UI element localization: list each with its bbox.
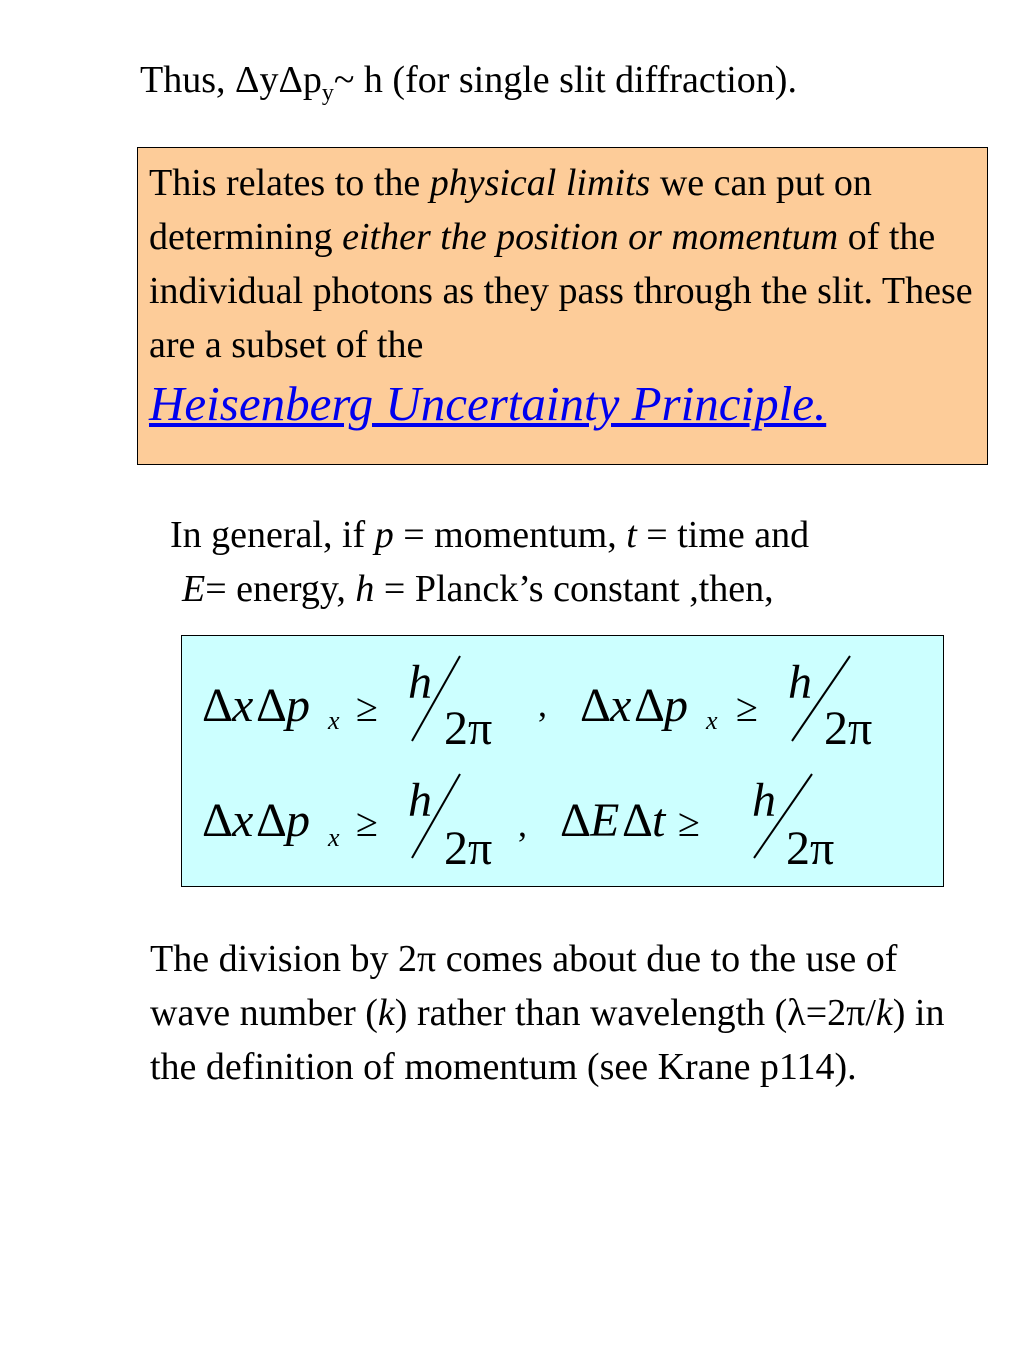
general-var-p: p: [374, 514, 394, 556]
general-part-7: = energy,: [205, 568, 356, 610]
eq-var-e: E: [590, 794, 620, 847]
eq-var-x: x: [610, 679, 632, 732]
explanation-part-3: ) rather than wavelength (λ=2π/: [394, 992, 876, 1034]
general-var-h: h: [355, 568, 375, 610]
intro-var-p: p: [302, 59, 322, 101]
eq-two-pi: 2π: [444, 822, 493, 875]
eq-delta: Δ: [202, 679, 233, 732]
eq-delta: Δ: [580, 679, 611, 732]
highlight-text: [149, 156, 984, 436]
general-part-1: In general, if: [170, 514, 375, 556]
intro-line: [140, 58, 797, 107]
equation-box: [181, 635, 944, 887]
uncertainty-equations: [182, 636, 945, 888]
highlight-box: [137, 147, 988, 465]
equation-row1-a: [202, 656, 547, 755]
eq-subscript-x: x: [328, 823, 340, 852]
eq-var-t: t: [652, 794, 666, 847]
eq-comma: ,: [518, 804, 527, 844]
explanation-part-1: The division by 2π comes about due to the use of wave number (: [150, 938, 898, 1034]
eq-geq: ≥: [356, 685, 378, 730]
eq-delta: Δ: [256, 794, 287, 847]
intro-var-y: y: [259, 59, 279, 101]
explanation-paragraph: [150, 932, 950, 1094]
eq-geq: ≥: [736, 685, 758, 730]
general-var-t: t: [626, 514, 637, 556]
explanation-part-5: ) in the definition of momentum (see Krane p114).: [150, 992, 945, 1088]
highlight-part-5: of the individual photons as they pass through the slit. These are a subset of the: [149, 216, 973, 366]
general-line-2: [170, 562, 970, 616]
explanation-var-k: k: [377, 992, 395, 1034]
general-line-1: [170, 508, 970, 562]
explanation-var-k-2: k: [875, 992, 893, 1034]
eq-var-p: p: [286, 794, 310, 847]
intro-prefix: Thus,: [140, 59, 235, 101]
eq-comma: ,: [538, 684, 547, 724]
eq-planck-h: h: [752, 774, 776, 827]
eq-subscript-x: x: [706, 706, 718, 735]
eq-geq: ≥: [356, 800, 378, 845]
eq-planck-h: h: [788, 656, 812, 709]
equation-row1-b: [580, 656, 872, 755]
general-part-5: = time and: [636, 514, 810, 556]
intro-subscript-y: y: [321, 80, 334, 106]
eq-two-pi: 2π: [786, 822, 835, 875]
eq-delta: Δ: [634, 679, 665, 732]
general-part-3: = momentum,: [393, 514, 627, 556]
eq-two-pi: 2π: [824, 702, 873, 755]
eq-planck-h: h: [408, 774, 432, 827]
highlight-part-3: we can put on determining: [149, 162, 872, 258]
eq-two-pi: 2π: [444, 702, 493, 755]
intro-delta-2: Δ: [278, 59, 303, 101]
eq-var-x: x: [232, 679, 254, 732]
eq-geq: ≥: [678, 800, 700, 845]
highlight-part-1: This relates to the: [149, 162, 430, 204]
eq-delta: Δ: [622, 794, 653, 847]
eq-var-p: p: [286, 679, 310, 732]
eq-delta: Δ: [560, 794, 591, 847]
general-var-e: E: [182, 568, 206, 610]
eq-delta: Δ: [202, 794, 233, 847]
eq-planck-h: h: [408, 656, 432, 709]
heisenberg-link[interactable]: Heisenberg Uncertainty Principle.: [149, 376, 827, 431]
general-statement: [170, 508, 970, 616]
intro-suffix: ~ h (for single slit diffraction).: [333, 59, 797, 101]
highlight-emphasis-physical-limits: physical limits: [429, 162, 651, 204]
eq-subscript-x: x: [328, 706, 340, 735]
eq-delta: Δ: [256, 679, 287, 732]
general-part-9: = Planck’s constant ,then,: [374, 568, 774, 610]
intro-delta-1: Δ: [235, 59, 260, 101]
eq-var-x: x: [232, 794, 254, 847]
equation-row2-b: [560, 774, 834, 875]
equation-row2-a: [202, 774, 527, 875]
eq-var-p: p: [664, 679, 688, 732]
highlight-emphasis-position-momentum: either the position or momentum: [342, 216, 839, 258]
